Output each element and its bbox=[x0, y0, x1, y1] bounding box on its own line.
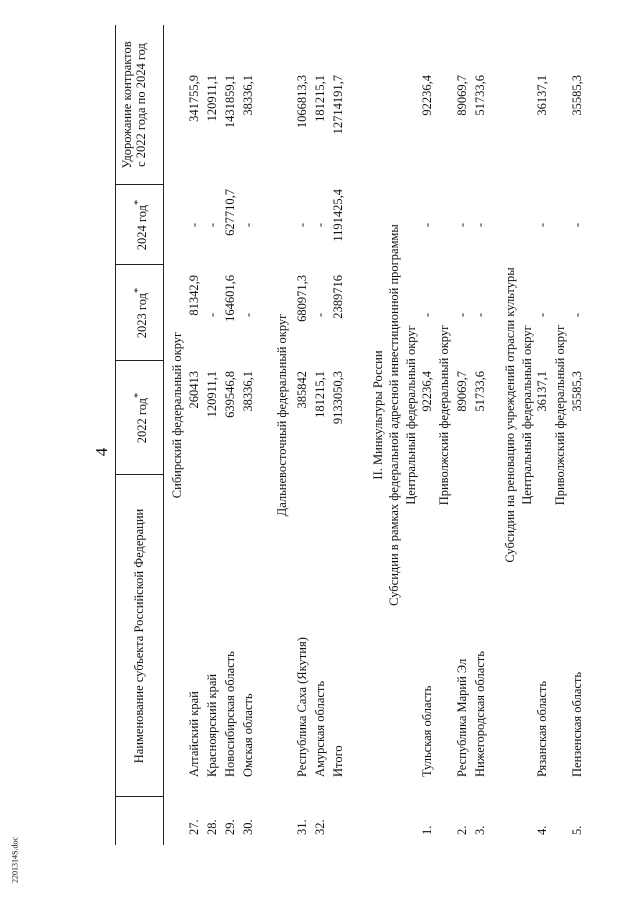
row-2022: 9133050,3 bbox=[331, 371, 345, 425]
row-number: 5. bbox=[570, 825, 584, 835]
row-growth: 1431859,1 bbox=[223, 75, 237, 129]
row-region: Тульская область bbox=[420, 685, 434, 777]
document-footer: 2201314S.doc bbox=[10, 837, 20, 883]
rotated-table-sheet bbox=[115, 25, 615, 845]
header-growth: Удорожание контрактов с 2022 года по 2024 год bbox=[120, 41, 148, 169]
section-fareast: Дальневосточный федеральный округ bbox=[275, 313, 289, 517]
section-subsidy-invest: Субсидии в рамках федеральной адресной инвестиционной программы bbox=[387, 224, 401, 606]
row-growth: 1066813,3 bbox=[295, 75, 309, 129]
row-2022: 51733,6 bbox=[473, 371, 487, 412]
row-number: 32. bbox=[313, 819, 327, 835]
row-growth: 38336,1 bbox=[241, 75, 255, 116]
row-2022: 36137,1 bbox=[535, 371, 549, 412]
row-region: Омская область bbox=[241, 693, 255, 777]
row-growth: 51733,6 bbox=[473, 75, 487, 116]
header-name: Наименование субъекта Российской Федерации bbox=[132, 508, 146, 764]
row-2023: 81342,9 bbox=[187, 275, 201, 316]
row-2024: - bbox=[535, 222, 549, 228]
row-2023: - bbox=[205, 312, 219, 318]
row-growth: 341755,9 bbox=[187, 75, 201, 122]
row-region: Красноярский край bbox=[205, 673, 219, 777]
row-2023: - bbox=[570, 312, 584, 318]
header-2022: 2022 год* bbox=[133, 392, 150, 444]
row-2022: 120911,1 bbox=[205, 371, 219, 418]
row-number: 31. bbox=[295, 819, 309, 835]
row-2022: 639546,8 bbox=[223, 371, 237, 418]
row-2023: 680971,3 bbox=[295, 275, 309, 322]
page-number: 4 bbox=[92, 447, 111, 457]
row-2024: - bbox=[570, 222, 584, 228]
row-2024: - bbox=[455, 222, 469, 228]
row-2022: 89069,7 bbox=[455, 371, 469, 412]
row-2022: 35585,3 bbox=[570, 371, 584, 412]
row-region: Республика Саха (Якутия) bbox=[295, 637, 309, 777]
row-2023: - bbox=[473, 312, 487, 318]
row-2024: - bbox=[313, 222, 327, 228]
table-top-border bbox=[115, 25, 116, 845]
section-siberia: Сибирский федеральный округ bbox=[170, 331, 184, 499]
row-2023: - bbox=[455, 312, 469, 318]
row-region: Амурская область bbox=[313, 680, 327, 777]
row-2022: 92236,4 bbox=[420, 371, 434, 412]
row-region: Рязанская область bbox=[535, 680, 549, 777]
row-number: 30. bbox=[241, 819, 255, 835]
row-number: 27. bbox=[187, 819, 201, 835]
row-2024: - bbox=[187, 222, 201, 228]
row-growth: 89069,7 bbox=[455, 75, 469, 116]
row-region: Новосибирская область bbox=[223, 651, 237, 777]
header-2023: 2023 год* bbox=[133, 287, 150, 339]
header-2024: 2024 год* bbox=[133, 199, 150, 251]
section-central-1: Центральный федеральный округ bbox=[404, 325, 418, 505]
row-2024: - bbox=[241, 222, 255, 228]
row-2022: 38336,1 bbox=[241, 371, 255, 412]
row-growth: 35585,3 bbox=[570, 75, 584, 116]
row-region: Нижегородская область bbox=[473, 651, 487, 777]
row-growth: 36137,1 bbox=[535, 75, 549, 116]
section-subsidy-renov: Субсидии на реновацию учреждений отрасли культуры bbox=[503, 267, 517, 563]
section-volga-2: Приволжский федеральный округ bbox=[553, 324, 567, 506]
row-growth: 12714191,7 bbox=[331, 75, 345, 135]
row-growth: 120911,1 bbox=[205, 75, 219, 122]
row-2024: - bbox=[295, 222, 309, 228]
row-2024: - bbox=[420, 222, 434, 228]
table-header-bottom-border bbox=[163, 25, 164, 845]
row-2023: - bbox=[241, 312, 255, 318]
row-growth: 92236,4 bbox=[420, 75, 434, 116]
row-region: Пензенская область bbox=[570, 671, 584, 777]
row-number: 28. bbox=[205, 819, 219, 835]
row-2024: - bbox=[205, 222, 219, 228]
row-2023: 164601,6 bbox=[223, 275, 237, 322]
row-2022: 260413 bbox=[187, 371, 201, 409]
row-2023: - bbox=[313, 312, 327, 318]
row-region: Итого bbox=[331, 745, 345, 777]
row-number: 4. bbox=[535, 825, 549, 835]
row-region: Республика Марий Эл bbox=[455, 658, 469, 777]
row-2024: - bbox=[473, 222, 487, 228]
row-number: 2. bbox=[455, 825, 469, 835]
row-2024: 627710,7 bbox=[223, 189, 237, 236]
section-volga-1: Приволжский федеральный округ bbox=[437, 324, 451, 506]
row-number: 1. bbox=[420, 825, 434, 835]
row-2023: - bbox=[420, 312, 434, 318]
section-central-2: Центральный федеральный округ bbox=[520, 325, 534, 505]
row-2022: 385842 bbox=[295, 371, 309, 409]
row-number: 3. bbox=[473, 825, 487, 835]
row-number: 29. bbox=[223, 819, 237, 835]
row-region: Алтайский край bbox=[187, 691, 201, 777]
row-growth: 181215,1 bbox=[313, 75, 327, 122]
row-2024: 1191425,4 bbox=[331, 189, 345, 242]
section-ministry: II. Минкультуры России bbox=[371, 350, 385, 480]
row-2023: - bbox=[535, 312, 549, 318]
row-2023: 2389716 bbox=[331, 275, 345, 319]
row-2022: 181215,1 bbox=[313, 371, 327, 418]
